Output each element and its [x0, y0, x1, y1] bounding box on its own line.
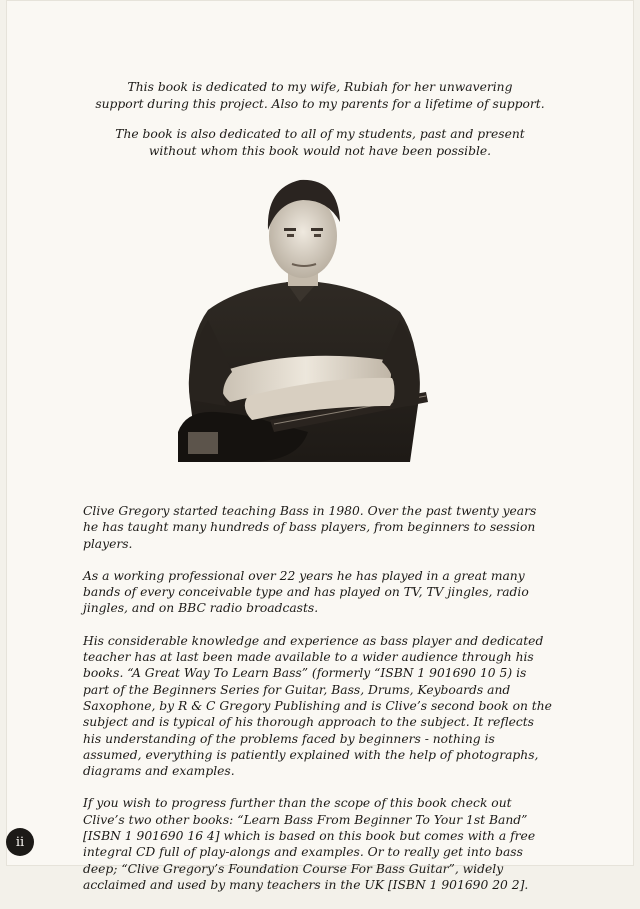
dedication-line: This book is dedicated to my wife, Rubiah for her unwavering: [127, 80, 513, 94]
dedication-line: The book is also dedicated to all of my students, past and present: [115, 127, 525, 141]
dedication: [0, 79, 640, 173]
bio-paragraph-3: His considerable knowledge and experience as bass player and dedicated teacher has at last been made available to a wider audience through his books. “A Great Way To Learn Bass” (formerly “ISBN 1 901690 10 5) is part of the Beginners Series for Guitar, Bass, Drums, Keyboards and Saxophone, by R & C Gregory Publishing and is Clive’s second book on the subject and is typical of his thorough approach to the subject. It reflects his understanding of the problems faced by beginners - nothing is assumed, everything is patiently explained with the help of photographs, diagrams and examples.: [83, 633, 552, 779]
author-biography: [83, 503, 553, 909]
author-photo: [178, 170, 428, 462]
dedication-paragraph-1: [0, 79, 640, 113]
dedication-line: without whom this book would not have been possible.: [148, 144, 492, 158]
bio-paragraph-1: Clive Gregory started teaching Bass in 1980. Over the past twenty years he has taught many hundreds of bass players, from beginners to session players.: [83, 504, 537, 551]
bio-paragraph-4: If you wish to progress further than the scope of this book check out Clive’s two other books: “Learn Bass From Beginner To Your 1st Band” [ISBN 1 901690 16 4] which is based on this book but comes with a free integral CD full of play-alongs and examples. Or to really get into bass deep; “Clive Gregory’s Foundation Course For Bass Guitar”, widely acclaimed and used by many teachers in the UK [ISBN 1 901690 20 2].: [83, 796, 536, 892]
page-number-badge: ii: [6, 828, 34, 856]
dedication-line: support during this project. Also to my parents for a lifetime of support.: [95, 97, 545, 111]
bio-paragraph-2: As a working professional over 22 years he has played in a great many bands of every conceivable type and has played on TV, TV jingles, radio jingles, and on BBC radio broadcasts.: [83, 568, 529, 616]
dedication-paragraph-2: [0, 126, 640, 160]
